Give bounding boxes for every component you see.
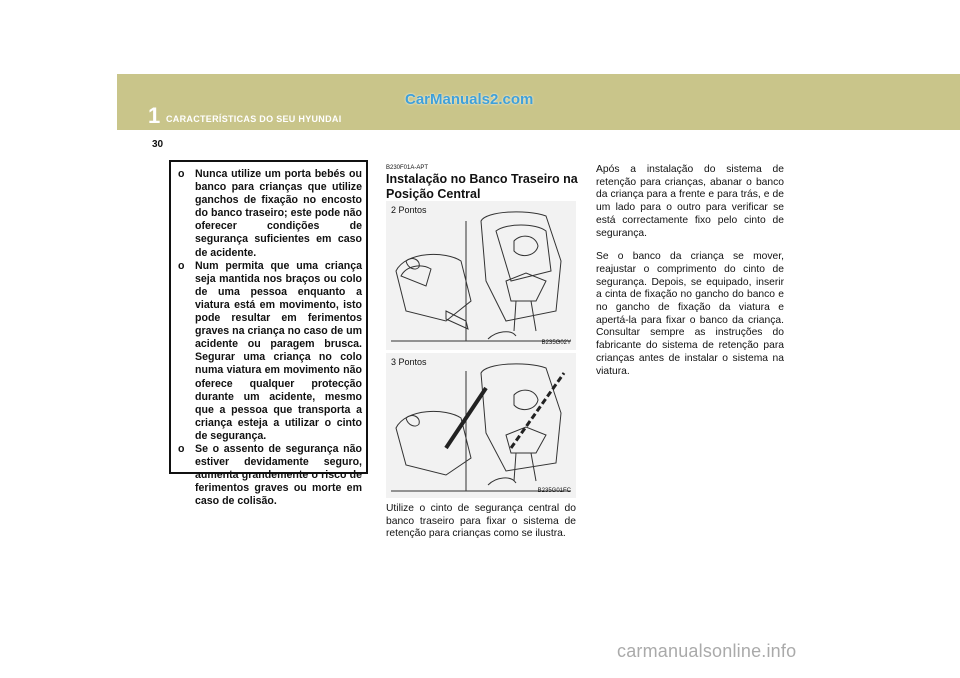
bullet-icon: o: [178, 168, 185, 180]
section-title: Instalação no Banco Traseiro na Posição Central: [386, 172, 578, 201]
figure-label: 2 Pontos: [391, 205, 427, 215]
page-number: 30: [152, 139, 164, 150]
warning-box: [169, 160, 368, 508]
bullet-icon: o: [178, 442, 185, 455]
paragraph: Após a instalação do sistema de retenção para crianças, abanar o banco da criança para a frente e para trás, e de um lado para o outro para verificar se está correctamente fixo pelo cinto de segurança.: [596, 164, 784, 239]
paragraph: Se o banco da criança se mover, reajustar o comprimento do cinto de segurança. Depois, se equipado, inserir a cinta de fixação no gancho do banco e no gancho de fixação da viatura e apertá-la para fixar o banco da criança. Consultar sempre as instruções do fabricante do sistema de retenção para crianças antes de instalar o sistema na viatura.: [596, 251, 784, 377]
warning-text: Nunca utilize um porta bebés ou banco para crianças que utilize ganchos de fixação no encosto do banco traseiro; este pode não oferecer condições de segurança suficientes em caso de acidente.: [195, 168, 362, 259]
chapter-title: CARACTERÍSTICAS DO SEU HYUNDAI: [166, 114, 342, 124]
child-seat-illustration-icon: [386, 201, 576, 350]
watermark-top-link[interactable]: CarManuals2.com: [405, 91, 534, 108]
figure-caption: Utilize o cinto de segurança central do banco traseiro para fixar o sistema de retenção para crianças como se ilustra.: [386, 503, 576, 540]
watermark-bottom-link[interactable]: carmanualsonline.info: [617, 641, 797, 661]
figure-code: B235G01FC: [537, 488, 571, 494]
warning-item: [178, 443, 362, 508]
warning-item: [178, 168, 362, 260]
figure-label: 3 Pontos: [391, 357, 427, 367]
figure-2-point-belt: [386, 201, 576, 350]
warning-text: Num permita que uma criança seja mantida nos braços ou colo de uma pessoa enquanto a viatura está em movimento, isto pode resultar em ferimentos graves na criança no caso de um acidente ou paragem brusca. Segurar uma criança no colo numa viatura em movimento não oferece qualquer protecção durante um acidente, mesmo que a pessoa que transporta a criança esteja a utilizar o cinto de segurança.: [195, 259, 362, 442]
right-column: [596, 164, 784, 389]
warning-list: [178, 168, 362, 508]
bullet-icon: o: [178, 259, 185, 272]
section-code: B230F01A-APT: [386, 165, 429, 171]
figure-3-point-belt: [386, 353, 576, 498]
child-seat-illustration-icon: [386, 353, 576, 498]
figure-code: B235G02Y: [541, 340, 571, 346]
warning-item: [178, 260, 362, 443]
warning-text: Se o assento de segurança não estiver devidamente seguro, aumenta grandemente o risco de ferimentos graves ou morte em caso de colisão.: [195, 442, 362, 508]
chapter-number: 1: [148, 103, 161, 128]
